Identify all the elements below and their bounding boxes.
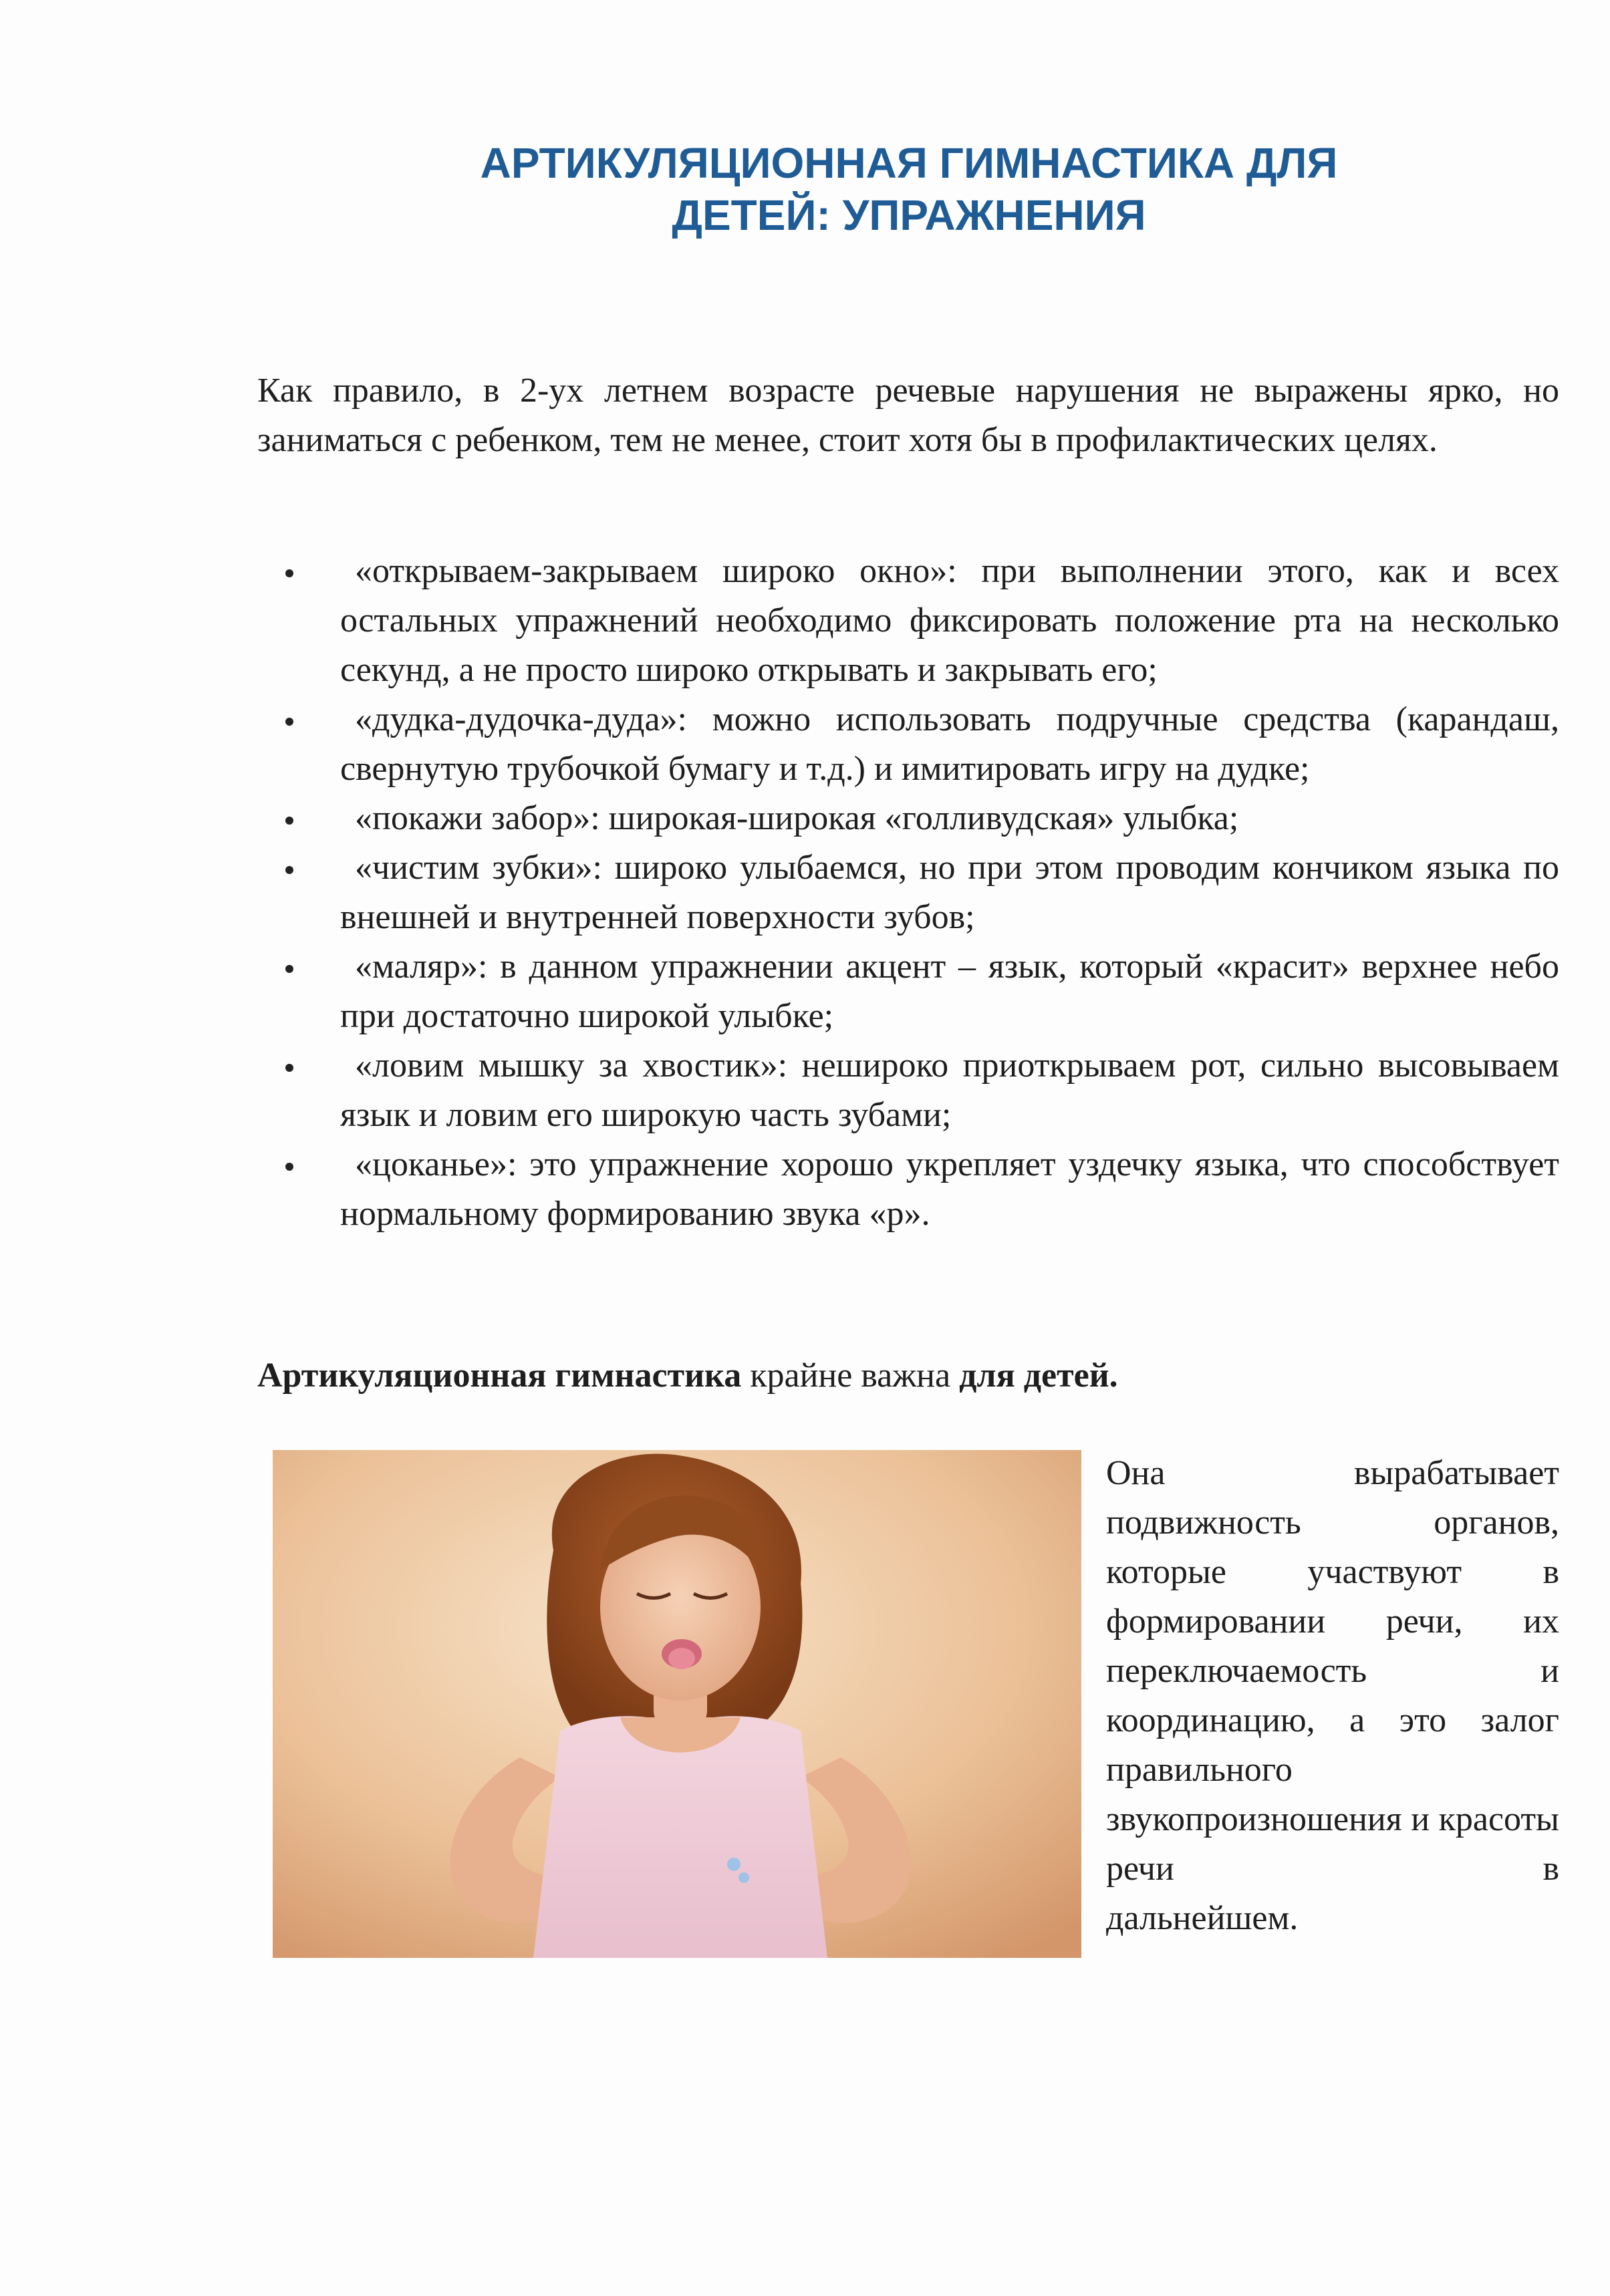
emphasis-bold-1: Артикуляционная гимнастика (257, 1356, 742, 1395)
list-item-text: «дудка-дудочка-дуда»: можно использовать подручные средства (карандаш, свернутую трубочкой бумагу и т.д.) и имитировать игру на дудке; (340, 700, 1559, 788)
list-item (257, 1041, 1559, 1140)
side-paragraph (1106, 1449, 1559, 1943)
list-item-text: «покажи забор»: широкая-широкая «голливудская» улыбка; (355, 799, 1239, 837)
bullet-icon (285, 866, 293, 874)
intro-paragraph: Как правило, в 2-ух летнем возрасте речевые нарушения не выражены ярко, но заниматься с ребенком, тем не менее, стоит хотя бы в профилактических целях. (257, 372, 1559, 459)
side-paragraph-last: дальнейшем. (1106, 1899, 1299, 1937)
title-line-1: АРТИКУЛЯЦИОННАЯ ГИМНАСТИКА ДЛЯ (480, 139, 1338, 187)
list-item (257, 547, 1559, 695)
list-item-text: «ловим мышку за хвостик»: нешироко приоткрываем рот, сильно высовываем язык и ловим его широкую часть зубами; (340, 1046, 1559, 1134)
list-item (257, 695, 1559, 794)
child-photo (273, 1450, 1081, 1958)
side-paragraph-main: Она вырабатывает подвижность органов, которые участвуют в формировании речи, их переключаемость и координацию, а это залог правильного звукопроизношения и красоты речи в (1106, 1454, 1559, 1888)
list-item (257, 1140, 1559, 1239)
list-item (257, 843, 1559, 942)
exercise-list (257, 547, 1559, 1239)
title-line-2: ДЕТЕЙ: УПРАЖНЕНИЯ (672, 191, 1146, 239)
emphasis-paragraph (257, 1351, 1559, 1401)
page-title (254, 137, 1564, 241)
girl-photo-illustration (273, 1450, 1081, 1958)
emphasis-bold-2: для детей. (959, 1356, 1118, 1395)
list-item-text: «цоканье»: это упражнение хорошо укрепляет уздечку языка, что способствует нормальному формированию звука «р». (340, 1145, 1559, 1233)
bullet-icon (285, 817, 293, 825)
bullet-icon (285, 569, 293, 577)
list-item-text: «маляр»: в данном упражнении акцент – язык, который «красит» верхнее небо при достаточно широкой улыбке; (340, 948, 1559, 1035)
list-item (257, 942, 1559, 1041)
list-item (257, 794, 1559, 843)
bullet-icon (285, 718, 293, 726)
list-item-text: «открываем-закрываем широко окно»: при выполнении этого, как и всех остальных упражнений необходимо фиксировать положение рта на несколько секунд, а не просто широко открывать и закрывать его; (340, 552, 1559, 689)
list-item-text: «чистим зубки»: широко улыбаемся, но при этом проводим кончиком языка по внешней и внутренней поверхности зубов; (340, 849, 1559, 936)
bullet-icon (285, 1064, 293, 1072)
emphasis-middle: крайне важна (741, 1356, 960, 1395)
bullet-icon (285, 965, 293, 973)
bullet-icon (285, 1163, 293, 1171)
